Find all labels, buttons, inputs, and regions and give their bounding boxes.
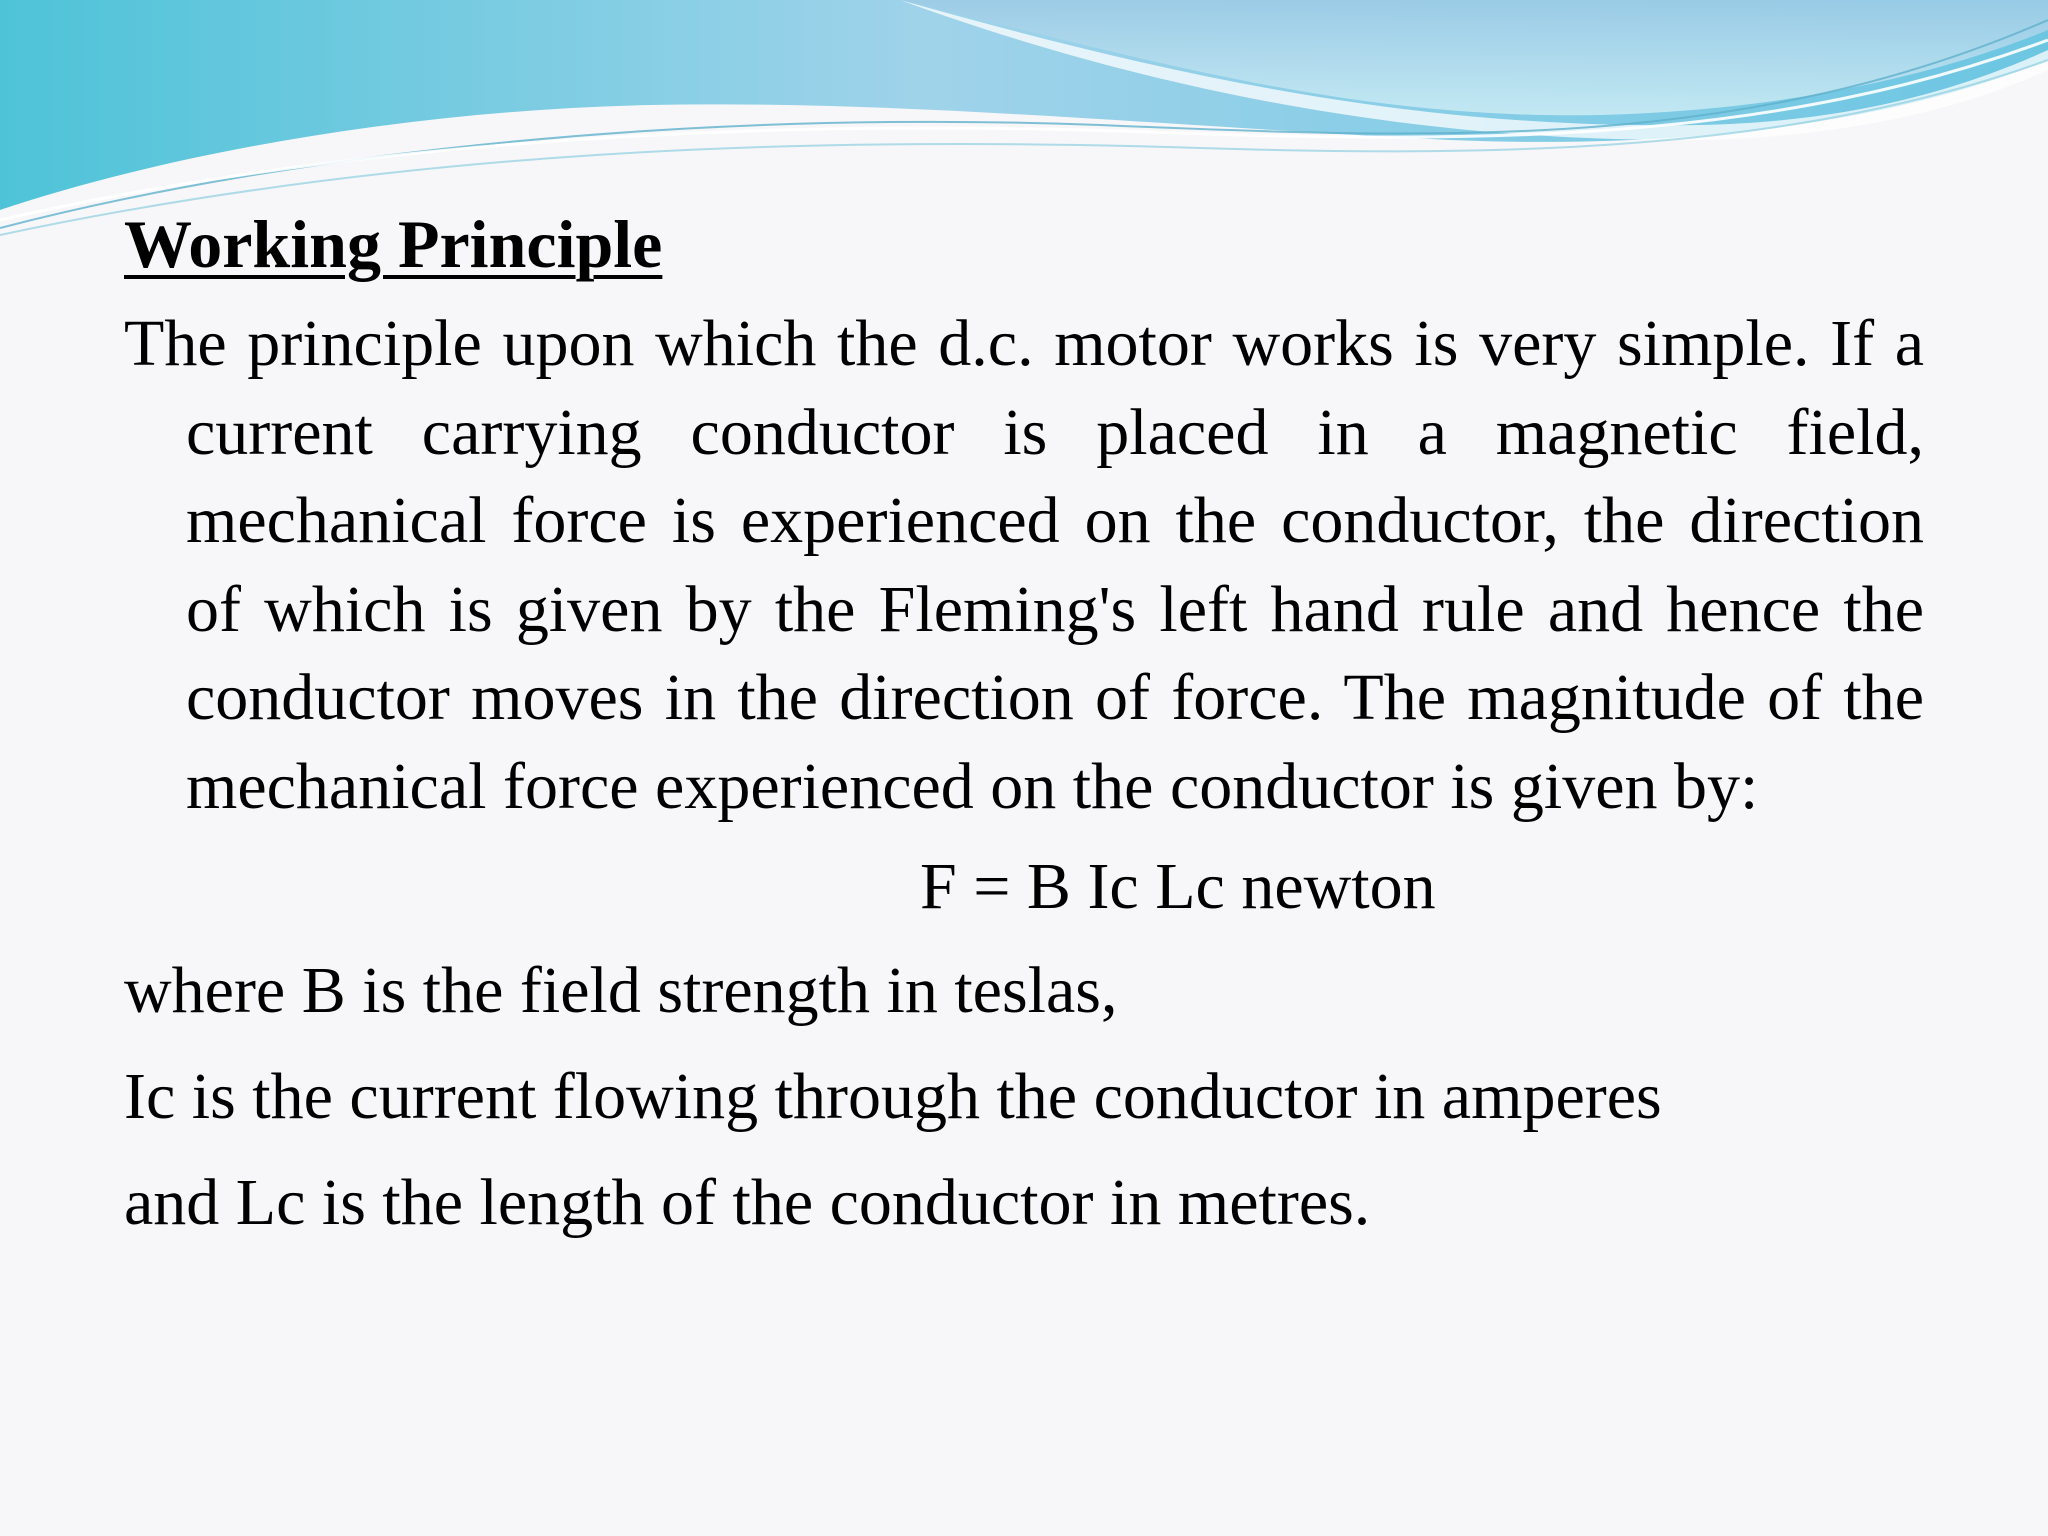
definition-line: where B is the field strength in teslas, xyxy=(124,954,1118,1027)
definition-line: and Lc is the length of the conductor in metres. xyxy=(124,1166,1371,1239)
slide-heading: Working Principle xyxy=(124,206,663,282)
force-formula: F = B Ic Lc newton xyxy=(920,850,1436,923)
principle-paragraph: The principle upon which the d.c. motor works is very simple. If a current carrying conductor is placed in a magnetic field, mechanical force is experienced on the conductor, the direction of which is given by the Fleming's left hand rule and hence the conductor moves in the direction of force. The magnitude of the mechanical force experienced on the conductor is given by: xyxy=(124,307,1924,823)
definition-line: Ic is the current flowing through the conductor in amperes xyxy=(124,1060,1662,1133)
slide-content xyxy=(124,196,1924,1247)
